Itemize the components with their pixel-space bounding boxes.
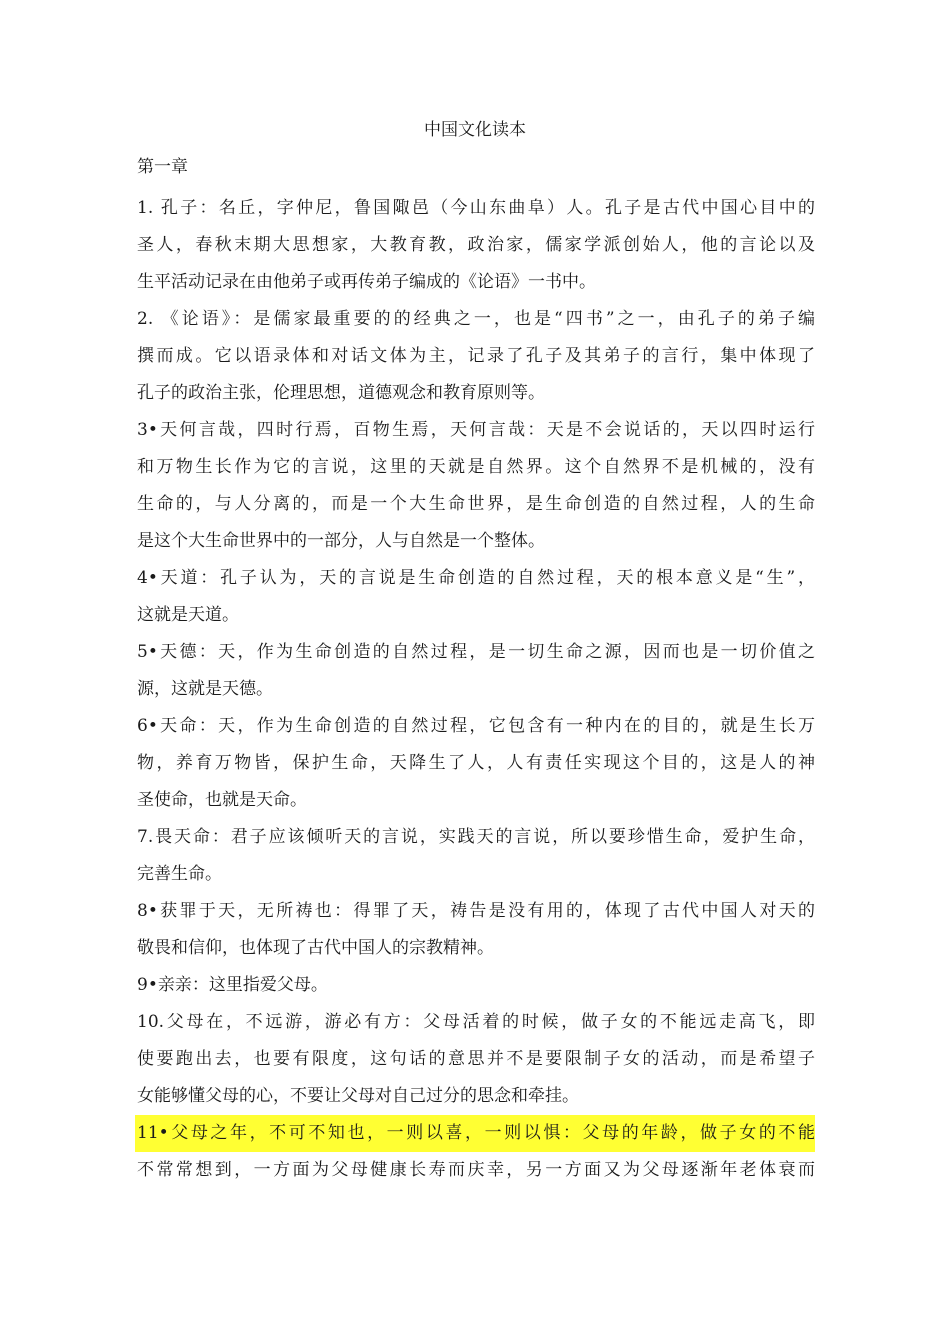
chapter-heading: 第一章 <box>137 157 188 177</box>
text-line: 物，养育万物皆，保护生命，天降生了人，人有责任实现这个目的，这是人的神 <box>137 753 815 773</box>
paragraph-6 <box>137 708 815 819</box>
text-line: 孔子的政治主张，伦理思想，道德观念和教育原则等。 <box>137 383 545 403</box>
paragraph-3 <box>137 412 815 560</box>
paragraph-7 <box>137 819 815 893</box>
text-line: 这就是天道。 <box>137 605 239 625</box>
text-line: 不常常想到，一方面为父母健康长寿而庆幸，另一方面又为父母逐渐年老体衰而 <box>137 1160 815 1180</box>
text-line: 圣使命，也就是天命。 <box>137 790 307 810</box>
document-title: 中国文化读本 <box>424 120 526 140</box>
paragraph-8 <box>137 893 815 967</box>
text-line: 10.父母在，不远游，游必有方：父母活着的时候，做子女的不能远走高飞，即 <box>137 1012 815 1032</box>
text-line: 8•获罪于天，无所祷也：得罪了天，祷告是没有用的，体现了古代中国人对天的 <box>137 901 815 921</box>
text-line: 6•天命：天，作为生命创造的自然过程，它包含有一种内在的目的，就是生长万 <box>137 716 815 736</box>
text-line: 2. 《论语》：是儒家最重要的的经典之一，也是“四书”之一，由孔子的弟子编 <box>137 309 815 329</box>
highlighted-text-line: 11•父母之年，不可不知也，一则以喜，一则以惧：父母的年龄，做子女的不能 <box>135 1115 815 1152</box>
text-line: 源，这就是天德。 <box>137 679 273 699</box>
text-line: 生命的，与人分离的，而是一个大生命世界，是生命创造的自然过程，人的生命 <box>137 494 815 514</box>
text-line: 4•天道：孔子认为，天的言说是生命创造的自然过程，天的根本意义是“生”， <box>137 568 815 588</box>
paragraph-11 <box>137 1115 815 1189</box>
paragraph-9 <box>137 967 815 1004</box>
text-line: 7.畏天命：君子应该倾听天的言说，实践天的言说，所以要珍惜生命，爱护生命， <box>137 827 815 847</box>
text-line: 9•亲亲：这里指爱父母。 <box>137 975 328 995</box>
text-line: 女能够懂父母的心，不要让父母对自己过分的思念和牵挂。 <box>137 1086 579 1106</box>
text-line: 生平活动记录在由他弟子或再传弟子编成的《论语》一书中。 <box>137 272 596 292</box>
text-line: 使要跑出去，也要有限度，这句话的意思并不是要限制子女的活动，而是希望子 <box>137 1049 815 1069</box>
paragraph-5 <box>137 634 815 708</box>
paragraph-10 <box>137 1004 815 1115</box>
paragraph-1 <box>137 190 815 301</box>
text-line: 圣人，春秋末期大思想家，大教育教，政治家，儒家学派创始人，他的言论以及 <box>137 235 815 255</box>
text-line: 是这个大生命世界中的一部分，人与自然是一个整体。 <box>137 531 545 551</box>
text-line: 5•天德：天，作为生命创造的自然过程，是一切生命之源，因而也是一切价值之 <box>137 642 815 662</box>
document-body <box>137 190 815 1189</box>
paragraph-4 <box>137 560 815 634</box>
text-line: 1. 孔子：名丘，字仲尼，鲁国陬邑（今山东曲阜）人。孔子是古代中国心目中的 <box>137 198 815 218</box>
text-line: 完善生命。 <box>137 864 222 884</box>
text-line: 敬畏和信仰，也体现了古代中国人的宗教精神。 <box>137 938 494 958</box>
text-line: 和万物生长作为它的言说，这里的天就是自然界。这个自然界不是机械的，没有 <box>137 457 815 477</box>
text-line: 3•天何言哉，四时行焉，百物生焉，天何言哉：天是不会说话的，天以四时运行 <box>137 420 815 440</box>
text-line: 撰而成。它以语录体和对话文体为主，记录了孔子及其弟子的言行，集中体现了 <box>137 346 815 366</box>
paragraph-2 <box>137 301 815 412</box>
